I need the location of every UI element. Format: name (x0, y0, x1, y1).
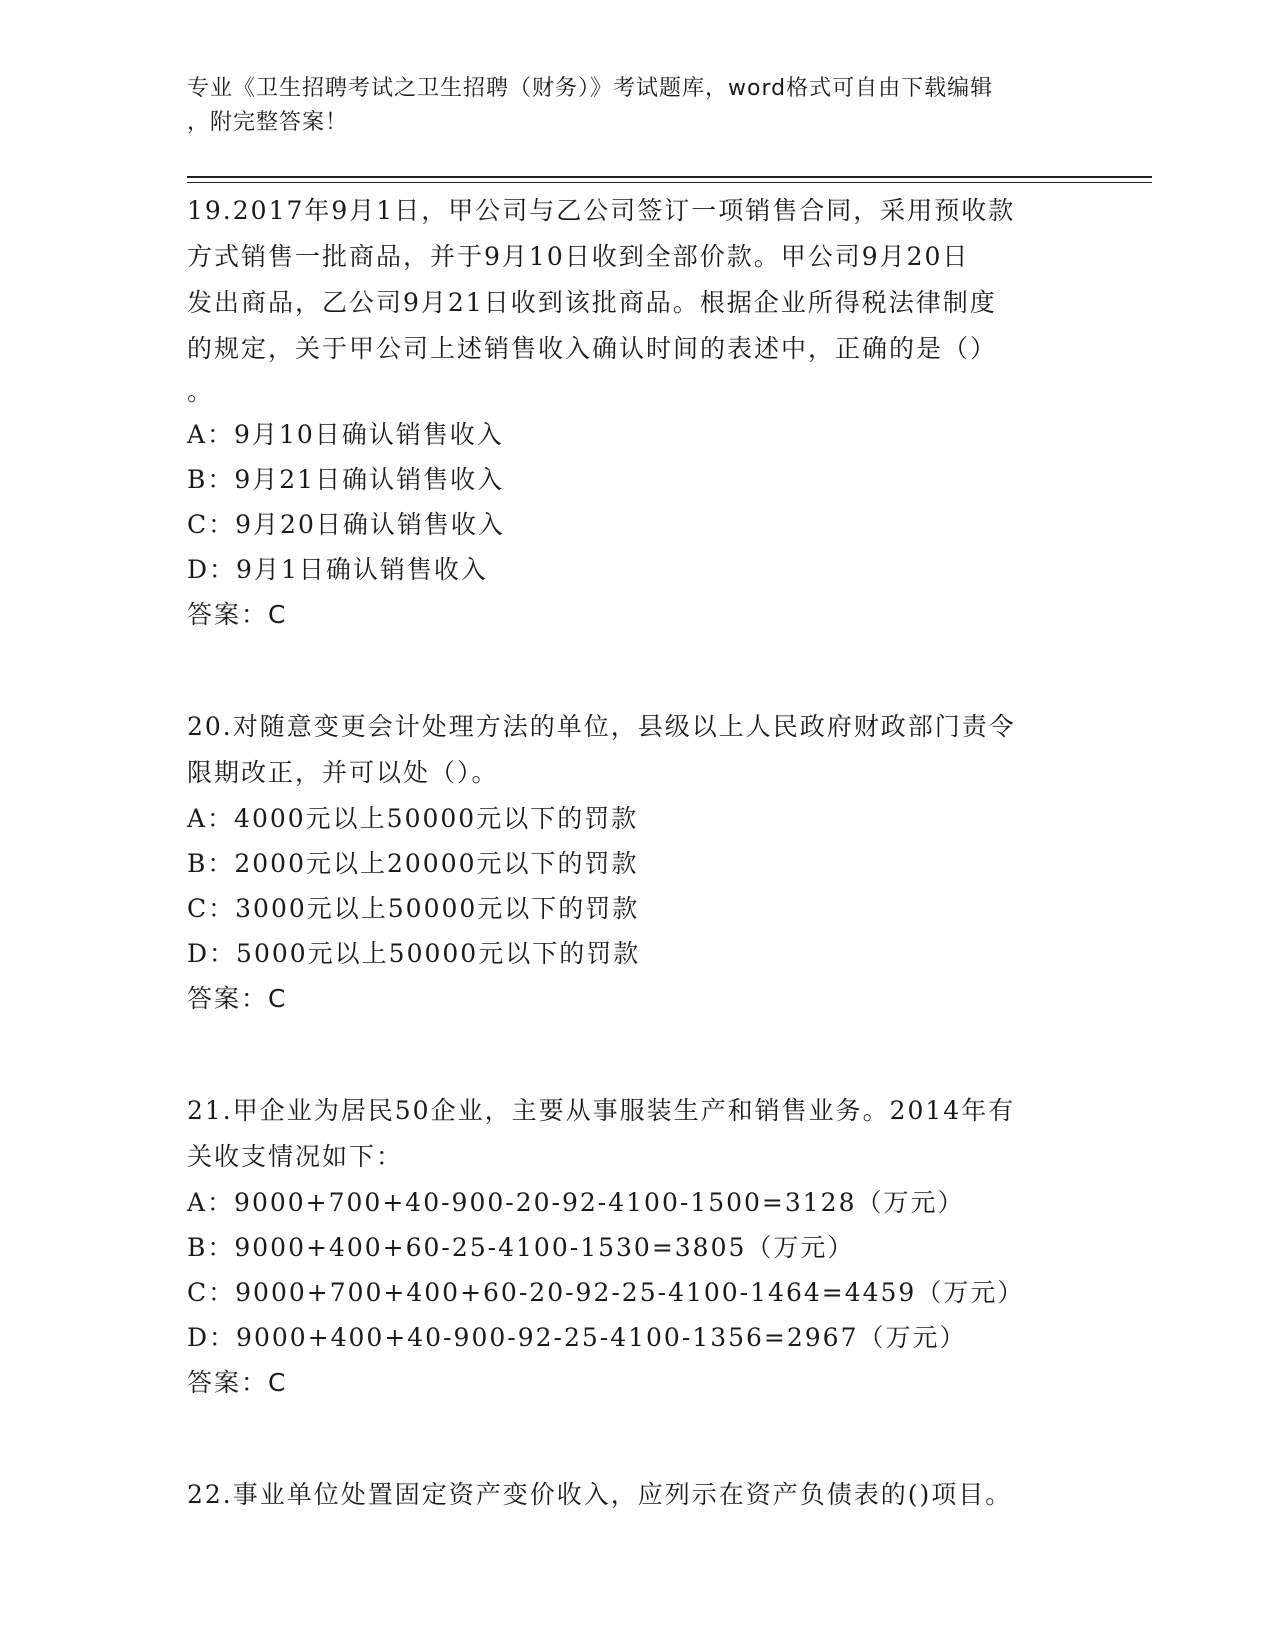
option-d: D：9000+400+40-900-92-25-4100-1356=2967（万元） (187, 1323, 967, 1352)
option-d: D：5000元以上50000元以下的罚款 (187, 939, 641, 968)
header-line-1: 专业《卫生招聘考试之卫生招聘（财务）》考试题库，word格式可自由下载编辑 (187, 76, 994, 101)
question-stem-line: 方式销售一批商品，并于9月10日收到全部价款。甲公司9月20日 (187, 242, 970, 271)
question-21 (187, 1088, 1087, 1406)
header-divider-thin (187, 182, 1152, 183)
question-stem-line: 。 (187, 377, 215, 406)
question-stem-line: 21.甲企业为居民50企业，主要从事服装生产和销售业务。2014年有 (187, 1096, 1016, 1125)
question-stem-line: 限期改正，并可以处（）。 (187, 758, 499, 787)
option-b: B：9000+400+60-25-4100-1530=3805（万元） (187, 1233, 855, 1262)
option-b: B：9月21日确认销售收入 (187, 465, 505, 494)
option-c: C：3000元以上50000元以下的罚款 (187, 894, 640, 923)
question-stem-line: 的规定，关于甲公司上述销售收入确认时间的表述中，正确的是（） (187, 334, 998, 363)
question-stem-line: 20.对随意变更会计处理方法的单位，县级以上人民政府财政部门责令 (187, 712, 1016, 741)
answer-label: 答案：C (187, 1368, 288, 1397)
question-spacer (187, 1022, 1087, 1088)
option-c: C：9000+700+400+60-20-92-25-4100-1464=4459（万元） (187, 1278, 1025, 1307)
question-stem-line: 发出商品，乙公司9月21日收到该批商品。根据企业所得税法律制度 (187, 288, 997, 317)
option-c: C：9月20日确认销售收入 (187, 510, 505, 539)
option-a: A：4000元以上50000元以下的罚款 (187, 804, 639, 833)
question-stem-line: 关收支情况如下： (187, 1142, 404, 1171)
option-b: B：2000元以上20000元以下的罚款 (187, 849, 639, 878)
question-spacer (187, 638, 1087, 704)
question-22 (187, 1472, 1087, 1518)
question-stem-line: 19.2017年9月1日，甲公司与乙公司签订一项销售合同，采用预收款 (187, 196, 1016, 225)
question-20 (187, 704, 1087, 1022)
header-divider-thick (187, 176, 1152, 178)
option-a: A：9000+700+40-900-20-92-4100-1500=3128（万元） (187, 1188, 965, 1217)
answer-label: 答案：C (187, 984, 288, 1013)
document-header (187, 72, 1067, 140)
option-a: A：9月10日确认销售收入 (187, 420, 504, 449)
question-list (187, 188, 1087, 1518)
header-line-2: ，附完整答案！ (187, 110, 349, 135)
question-spacer (187, 1406, 1087, 1472)
question-stem-line: 22.事业单位处置固定资产变价收入，应列示在资产负债表的()项目。 (187, 1480, 1013, 1509)
question-19 (187, 188, 1087, 638)
answer-label: 答案：C (187, 600, 288, 629)
option-d: D：9月1日确认销售收入 (187, 555, 488, 584)
